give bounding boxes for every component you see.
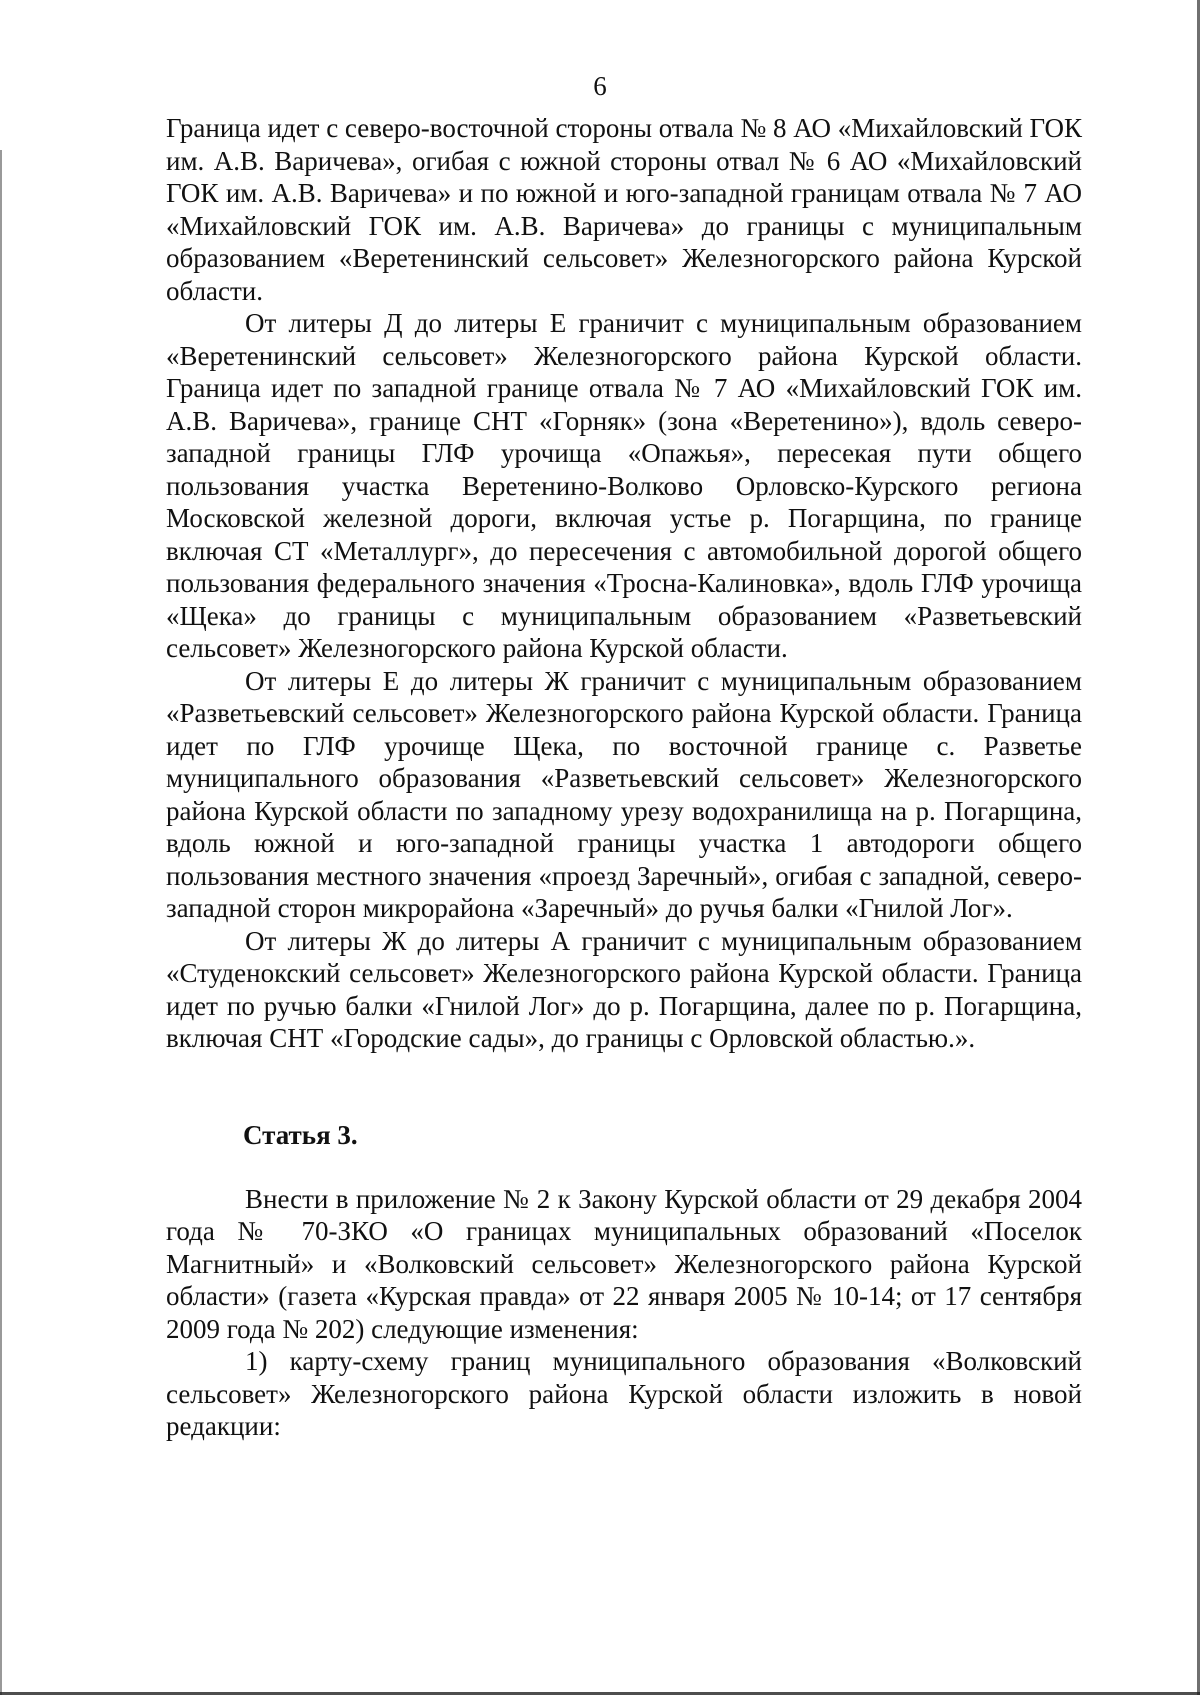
- paragraph-boundary-e-zh: От литеры Е до литеры Ж граничит с муниципальным образованием «Разветьевский сельсовет» Железногорского района Курской области. Граница идет по ГЛФ урочище Щека, по восточной границе с. Разветье муниципального образования «Разветьевский сельсовет» Железногорского района Курской области по западному урезу водохранилища на р. Погарщина, вдоль южной и юго-западной границы участка 1 автодороги общего пользования местного значения «проезд Заречный», огибая с западной, северо-западной сторон микрорайона «Заречный» до ручья балки «Гнилой Лог».: [166, 665, 1082, 923]
- paragraph-boundary-zh-a: От литеры Ж до литеры А граничит с муниципальным образованием «Студенокский сельсовет» Железногорского района Курской области. Граница идет по ручью балки «Гнилой Лог» до р. Погарщина, далее по р. Погарщина, включая СНТ «Городские сады», до границы с Орловской областью.».: [166, 925, 1082, 1053]
- article-heading: Статья 3.: [243, 1119, 358, 1150]
- paragraph-amendment-item-1: 1) карту-схему границ муниципального образования «Волковский сельсовет» Железногорского района Курской области изложить в новой редакции:: [166, 1346, 1082, 1441]
- paragraph-amendment: Внести в приложение № 2 к Закону Курской области от 29 декабря 2004 года № 70-ЗКО «О границах муниципальных образований «Поселок Магнитный» и «Волковский сельсовет» Железногорского района Курской области» (газета «Курская правда» от 22 января 2005 № 10-14; от 17 сентября 2009 года № 202) следующие изменения:: [166, 1183, 1082, 1344]
- spacer: [166, 1055, 1082, 1119]
- paragraph-boundary-intro: Граница идет с северо-восточной стороны отвала № 8 АО «Михайловский ГОК им. А.В. Варичева», огибая с южной стороны отвал № 6 АО «Михайловский ГОК им. А.В. Варичева» и по южной и юго-западной границам отвала № 7 АО «Михайловский ГОК им. А.В. Варичева» до границы с муниципальным образованием «Веретенинский сельсовет» Железногорского района Курской области.: [166, 113, 1082, 306]
- scan-edge-left: [0, 150, 2, 1695]
- page-number: 6: [593, 71, 607, 101]
- spacer: [166, 1151, 1082, 1183]
- paragraph-boundary-d-e: От литеры Д до литеры Е граничит с муниципальным образованием «Веретенинский сельсовет» Железногорского района Курской области. Граница идет по западной границе отвала № 7 АО «Михайловский ГОК им. А.В. Варичева», границе СНТ «Горняк» (зона «Веретенино»), вдоль северо-западной границы ГЛФ урочища «Опажья», пересекая пути общего пользования участка Веретенино-Волково Орловско-Курского региона Московской железной дороги, включая устье р. Погарщина, по границе включая СТ «Металлург», до пересечения с автомобильной дорогой общего пользования федерального значения «Тросна-Калиновка», вдоль ГЛФ урочища «Щека» до границы с муниципальным образованием «Разветьевский сельсовет» Железногорского района Курской области.: [166, 308, 1082, 663]
- document-body: [166, 112, 1082, 1443]
